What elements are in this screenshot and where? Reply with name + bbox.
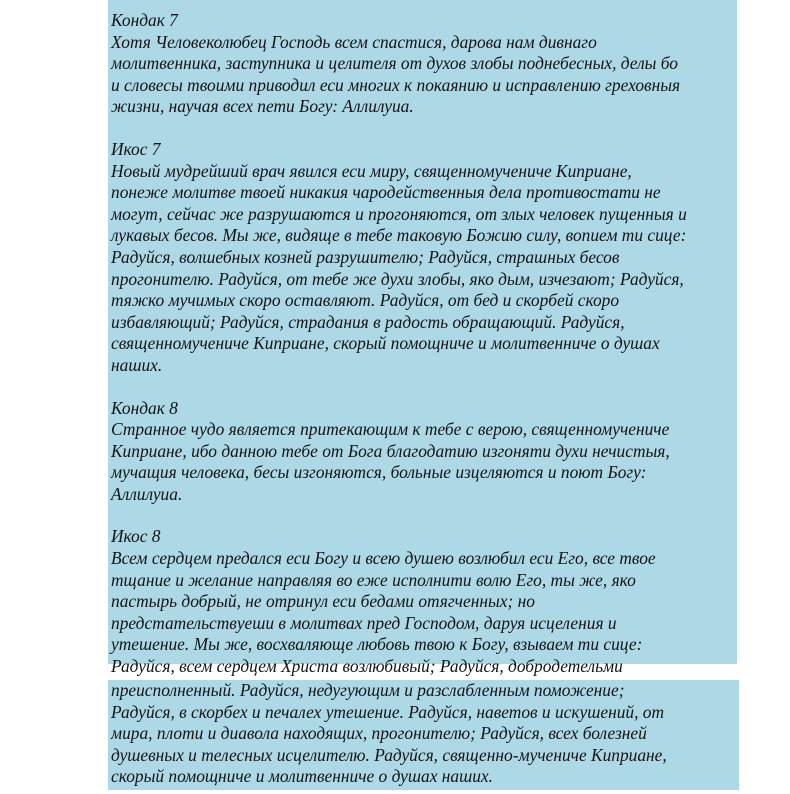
section-heading: Кондак 8 xyxy=(111,397,178,418)
text-line: Новый мудрейший врач явился еси миру, священномучениче Киприане, xyxy=(111,160,632,181)
section-ikos-8 xyxy=(111,526,737,677)
text-line: могут, сейчас же разрушаются и прогоняются, от злых человек пущенныя и xyxy=(111,203,687,224)
section-ikos-7 xyxy=(111,139,737,377)
text-line: лукавых бесов. Мы же, видяще в тебе таковую Божию силу, вопием ти сице: xyxy=(111,225,687,246)
section-heading: Икос 8 xyxy=(111,526,161,547)
text-line: Хотя Человеколюбец Господь всем спастися, дарова нам дивнаго xyxy=(111,31,597,52)
section-heading: Кондак 7 xyxy=(111,10,178,30)
text-line: тяжко мучимых скоро оставляют. Радуйся, от бед и скорбей скоро xyxy=(111,290,620,311)
text-line: Всем сердцем предался еси Богу и всею душею возлюбил еси Его, все твое xyxy=(111,548,656,569)
section-kondak-7 xyxy=(111,10,737,118)
text-line: понеже молитве твоей никакия чародейственныя дела противостати не xyxy=(111,182,661,203)
akathist-text-panel xyxy=(108,0,737,677)
text-line: и словесы твоими приводил еси многих к покаянию и исправлению греховныя xyxy=(111,74,681,95)
text-line: Странное чудо является притекающим к тебе с верою, священномучениче xyxy=(111,419,670,440)
text-line: Аллилуиа. xyxy=(111,483,183,504)
text-line: Радуйся, волшебных козней разрушителю; Радуйся, страшных бесов xyxy=(111,246,620,267)
section-heading: Икос 7 xyxy=(111,138,161,159)
text-line: преисполненный. Радуйся, недугующим и разслабленным поможение; xyxy=(111,680,625,700)
text-line: Радуйся, в скорбех и печалех утешение. Радуйся, наветов и искушений, от xyxy=(111,701,665,722)
text-line: прогонителю. Радуйся, от тебе же духи злобы, яко дым, изчезают; Радуйся, xyxy=(111,268,684,289)
akathist-continuation-panel xyxy=(108,680,739,790)
text-line: душевных и телесных исцелителю. Радуйся, священно-мучениче Киприане, xyxy=(111,744,667,765)
text-line: священномучениче Киприане, скорый помощниче и молитвенниче о душах xyxy=(111,333,660,354)
text-line: пастырь добрый, не отринул еси бедами отягченных; но xyxy=(111,591,535,612)
text-line: Радуйся, всем сердцем Христа возлюбивый; Радуйся, добродетельми xyxy=(111,656,623,677)
text-line: тщание и желание направляя во еже исполнити волю Его, ты же, яко xyxy=(111,569,636,590)
text-line: предстательствуеши в молитвах пред Господом, даруя исцеления и xyxy=(111,612,617,633)
text-line: избавляющий; Радуйся, страдания в радость обращающий. Радуйся, xyxy=(111,311,625,332)
text-line: мучащия человека, бесы изгоняются, больные изцеляются и поют Богу: xyxy=(111,462,647,483)
text-line: скорый помощниче и молитвенниче о душах наших. xyxy=(111,766,493,787)
text-line: молитвенника, заступника и целителя от духов злобы поднебесных, делы бо xyxy=(111,53,678,74)
text-line: мира, плоти и диавола находящих, прогонителю; Радуйся, всех болезней xyxy=(111,723,647,744)
text-line: жизни, научая всех пети Богу: Аллилуиа. xyxy=(111,96,414,117)
text-line: утешение. Мы же, восхваляюще любовь твою к Богу, взываем ти сице: xyxy=(111,634,643,655)
text-line: наших. xyxy=(111,354,163,375)
section-kondak-8 xyxy=(111,398,737,506)
text-line: Киприане, ибо данною тебе от Бога благодатию изгоняти духи нечистыя, xyxy=(111,440,670,461)
